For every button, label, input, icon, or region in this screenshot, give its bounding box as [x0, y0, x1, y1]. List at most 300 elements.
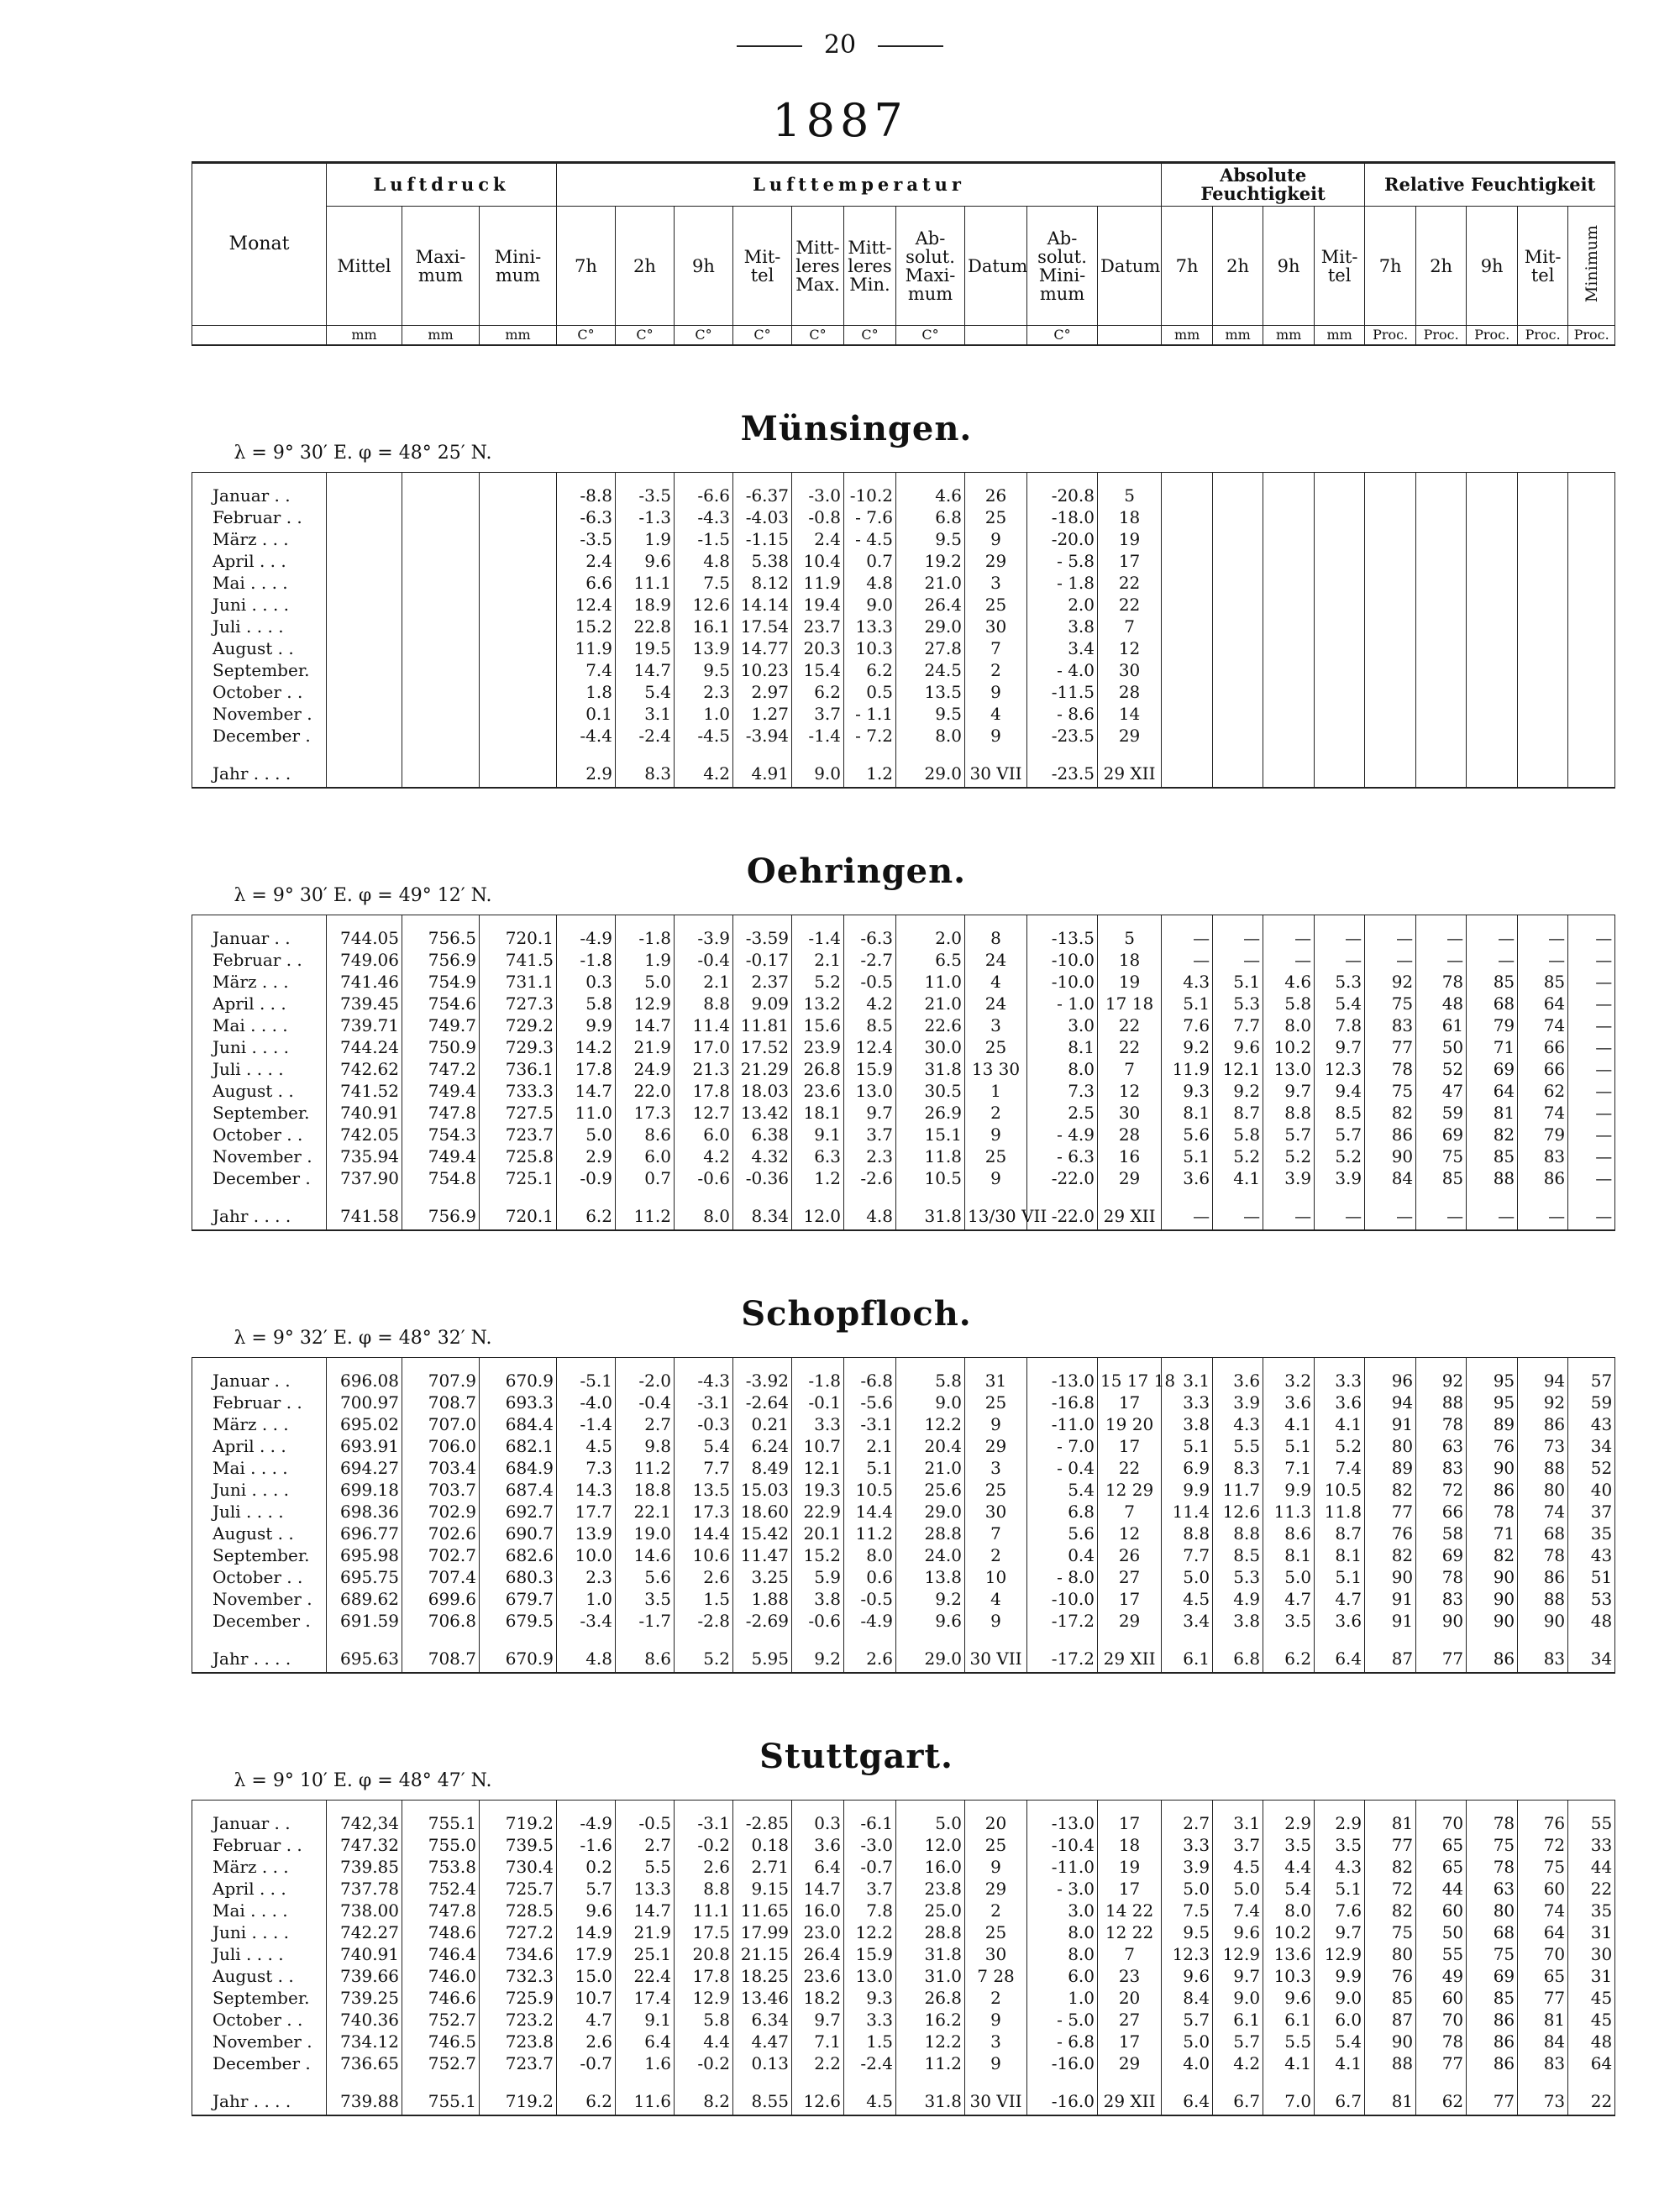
month-label: Februar . .: [192, 1834, 327, 1856]
table-row: [192, 1479, 1615, 1501]
table-cell: 1.8: [557, 681, 616, 703]
header-monat: Monat: [192, 163, 327, 326]
table-cell: [1027, 1358, 1098, 1371]
table-cell: —: [1467, 927, 1518, 949]
month-label: August . .: [192, 637, 327, 659]
table-cell: [1467, 659, 1518, 681]
table-cell: 755.1: [402, 2088, 480, 2115]
table-cell: 700.97: [327, 1392, 402, 1413]
table-cell: 8.0: [1027, 1943, 1098, 1965]
table-cell: 3.3: [1162, 1834, 1213, 1856]
station-name: Münsingen.: [740, 409, 973, 448]
table-cell: [1315, 616, 1365, 637]
table-cell: 27.8: [896, 637, 965, 659]
table-cell: -4.9: [844, 1610, 896, 1632]
table-cell: [402, 594, 480, 616]
table-cell: 725.8: [480, 1145, 557, 1167]
table-cell: 9.3: [844, 1987, 896, 2009]
table-cell: [402, 572, 480, 594]
table-cell: 12.6: [1213, 1501, 1263, 1523]
table-cell: [480, 594, 557, 616]
table-cell: 70: [1416, 2009, 1467, 2031]
table-cell: 12.2: [896, 2031, 965, 2052]
table-cell: 26.4: [896, 594, 965, 616]
table-cell: 0.1: [557, 703, 616, 725]
table-cell: 3.3: [792, 1413, 844, 1435]
table-cell: -0.2: [675, 2052, 733, 2074]
table-cell: 19: [1098, 971, 1162, 993]
table-cell: - 7.0: [1027, 1435, 1098, 1457]
table-cell: 81: [1467, 1102, 1518, 1124]
table-cell: [1467, 550, 1518, 572]
table-cell: 6.2: [844, 659, 896, 681]
table-cell: 3.1: [1162, 1370, 1213, 1392]
table-cell: 29: [1098, 1610, 1162, 1632]
table-cell: 70: [1518, 1943, 1568, 1965]
table-cell: 18: [1098, 1834, 1162, 1856]
table-cell: 3.1: [1213, 1812, 1263, 1834]
table-cell: 66: [1518, 1058, 1568, 1080]
table-cell: -10.4: [1027, 1834, 1098, 1856]
table-cell: 4.91: [733, 760, 792, 788]
table-cell: 0.13: [733, 2052, 792, 2074]
table-cell: —: [1213, 927, 1263, 949]
table-cell: 8.7: [1315, 1523, 1365, 1544]
year-total-row: [192, 1645, 1615, 1673]
table-cell: 5.1: [1162, 1435, 1213, 1457]
table-cell: 86: [1467, 2009, 1518, 2031]
month-label: September.: [192, 1987, 327, 2009]
column-header: 9h: [1467, 207, 1518, 326]
table-cell: 746.5: [402, 2031, 480, 2052]
table-cell: [480, 681, 557, 703]
table-cell: 8.0: [1027, 1921, 1098, 1943]
table-cell: 8.5: [844, 1014, 896, 1036]
table-cell: [1263, 485, 1315, 506]
table-cell: 4.2: [1213, 2052, 1263, 2074]
table-cell: 8.8: [1162, 1523, 1213, 1544]
table-cell: 29.0: [896, 760, 965, 788]
table-cell: 9.5: [675, 659, 733, 681]
table-cell: [1263, 616, 1315, 637]
table-cell: [1162, 1358, 1213, 1371]
table-cell: -20.0: [1027, 528, 1098, 550]
table-cell: [1467, 572, 1518, 594]
table-cell: 10.7: [557, 1987, 616, 2009]
table-cell: 85: [1416, 1167, 1467, 1189]
table-cell: 87: [1365, 1645, 1416, 1673]
table-cell: 695.98: [327, 1544, 402, 1566]
table-cell: 8.8: [675, 993, 733, 1014]
table-cell: 30: [965, 1501, 1027, 1523]
table-cell: [1162, 572, 1213, 594]
table-cell: 747.2: [402, 1058, 480, 1080]
table-cell: [1518, 1189, 1568, 1203]
table-cell: 4.7: [1263, 1588, 1315, 1610]
table-cell: 6.0: [675, 1124, 733, 1145]
table-cell: 7: [1098, 1058, 1162, 1080]
table-cell: 80: [1365, 1943, 1416, 1965]
table-cell: -2.64: [733, 1392, 792, 1413]
table-cell: [1416, 725, 1467, 747]
table-cell: 30 VII: [965, 1645, 1027, 1673]
table-cell: 756.5: [402, 927, 480, 949]
month-label: [192, 1801, 327, 1813]
table-cell: 81: [1365, 1812, 1416, 1834]
table-cell: [1162, 473, 1213, 485]
table-cell: 695.02: [327, 1413, 402, 1435]
table-cell: [327, 1632, 402, 1645]
month-label: Juli . . . .: [192, 616, 327, 637]
table-cell: 5.0: [1213, 1878, 1263, 1900]
table-cell: 6.38: [733, 1124, 792, 1145]
table-cell: 73: [1518, 1435, 1568, 1457]
table-cell: 18.9: [616, 594, 675, 616]
table-cell: -3.59: [733, 927, 792, 949]
table-cell: 6.8: [1213, 1645, 1263, 1673]
table-cell: [1027, 915, 1098, 928]
table-cell: - 6.8: [1027, 2031, 1098, 2052]
table-cell: 3.4: [1027, 637, 1098, 659]
table-cell: 2.6: [675, 1856, 733, 1878]
table-cell: 86: [1518, 1566, 1568, 1588]
table-cell: 9.5: [1162, 1921, 1213, 1943]
table-row: [192, 1370, 1615, 1392]
table-cell: 17.3: [616, 1102, 675, 1124]
table-cell: 7 28: [965, 1965, 1027, 1987]
table-cell: 5.5: [616, 1856, 675, 1878]
table-cell: [844, 1632, 896, 1645]
table-cell: 744.24: [327, 1036, 402, 1058]
table-cell: -17.2: [1027, 1610, 1098, 1632]
table-cell: 12.9: [675, 1987, 733, 2009]
table-cell: [1098, 473, 1162, 485]
station-heading-spacer: [1098, 345, 1615, 473]
table-cell: - 3.0: [1027, 1878, 1098, 1900]
month-label: Jahr . . . .: [192, 2088, 327, 2115]
table-cell: 22: [1568, 2088, 1615, 2115]
table-cell: [1568, 681, 1615, 703]
table-cell: [327, 1358, 402, 1371]
table-cell: 9.7: [1263, 1080, 1315, 1102]
table-cell: 23.0: [792, 1921, 844, 1943]
table-cell: 24.5: [896, 659, 965, 681]
table-cell: 10.5: [1315, 1479, 1365, 1501]
month-label: Juli . . . .: [192, 1501, 327, 1523]
table-cell: 682.6: [480, 1544, 557, 1566]
table-cell: 9.2: [896, 1588, 965, 1610]
table-cell: - 1.0: [1027, 993, 1098, 1014]
table-cell: 3.5: [1263, 1834, 1315, 1856]
table-cell: 11.9: [792, 572, 844, 594]
station-heading-row: [192, 1230, 1615, 1358]
table-cell: 1.27: [733, 703, 792, 725]
table-cell: 9.0: [1315, 1987, 1365, 2009]
table-cell: 1.5: [675, 1588, 733, 1610]
table-cell: 706.0: [402, 1435, 480, 1457]
table-cell: [896, 915, 965, 928]
table-cell: 0.7: [844, 550, 896, 572]
table-cell: 64: [1518, 993, 1568, 1014]
table-cell: 11.0: [557, 1102, 616, 1124]
table-cell: 6.24: [733, 1435, 792, 1457]
table-cell: -6.1: [844, 1812, 896, 1834]
table-cell: 7.6: [1162, 1014, 1213, 1036]
table-cell: 756.9: [402, 1203, 480, 1230]
unit-cell: [192, 326, 327, 346]
column-header: Mittel: [327, 207, 402, 326]
table-cell: 702.9: [402, 1501, 480, 1523]
table-cell: [1467, 594, 1518, 616]
table-cell: 50: [1416, 1921, 1467, 1943]
table-cell: 749.4: [402, 1080, 480, 1102]
table-cell: 8.3: [616, 760, 675, 788]
table-cell: -20.8: [1027, 485, 1098, 506]
table-cell: 739.25: [327, 1987, 402, 2009]
table-cell: 29: [965, 1435, 1027, 1457]
table-cell: [1263, 659, 1315, 681]
table-cell: 64: [1467, 1080, 1518, 1102]
table-cell: [402, 725, 480, 747]
table-cell: 15.2: [792, 1544, 844, 1566]
table-cell: 79: [1518, 1124, 1568, 1145]
table-cell: [1518, 550, 1568, 572]
table-cell: 14.7: [557, 1080, 616, 1102]
table-cell: [327, 485, 402, 506]
table-cell: [896, 1801, 965, 1813]
table-cell: [1263, 760, 1315, 788]
table-cell: -6.3: [557, 506, 616, 528]
month-label: Januar . .: [192, 485, 327, 506]
table-cell: - 7.2: [844, 725, 896, 747]
table-cell: 29: [1098, 2052, 1162, 2074]
table-cell: 755.0: [402, 1834, 480, 1856]
table-cell: 13.3: [616, 1878, 675, 1900]
station-coordinates: λ = 9° 30′ E. φ = 49° 12′ N.: [234, 885, 492, 906]
table-cell: 8.8: [1213, 1523, 1263, 1544]
table-cell: 91: [1365, 1610, 1416, 1632]
table-cell: 19.2: [896, 550, 965, 572]
table-cell: [1213, 485, 1263, 506]
table-cell: [480, 1632, 557, 1645]
table-cell: 13.46: [733, 1987, 792, 2009]
table-cell: 76: [1365, 1965, 1416, 1987]
table-cell: 95: [1467, 1370, 1518, 1392]
table-cell: 57: [1568, 1370, 1615, 1392]
station-heading-row: [192, 345, 1615, 473]
table-cell: 752.7: [402, 2052, 480, 2074]
table-cell: [1416, 747, 1467, 760]
table-cell: 4.7: [557, 2009, 616, 2031]
table-cell: -0.5: [616, 1812, 675, 1834]
month-label: April . . .: [192, 550, 327, 572]
table-cell: 29 XII: [1098, 1645, 1162, 1673]
table-cell: 2.6: [675, 1566, 733, 1588]
table-cell: [1162, 915, 1213, 928]
table-cell: 14.7: [616, 1900, 675, 1921]
table-cell: - 8.0: [1027, 1566, 1098, 1588]
table-cell: 25: [965, 506, 1027, 528]
table-cell: 80: [1518, 1479, 1568, 1501]
table-cell: 69: [1467, 1058, 1518, 1080]
table-cell: [1365, 1189, 1416, 1203]
table-cell: [1162, 1189, 1213, 1203]
table-cell: [1568, 1632, 1615, 1645]
table-cell: 708.7: [402, 1645, 480, 1673]
table-cell: -2.4: [616, 725, 675, 747]
table-cell: [1416, 637, 1467, 659]
table-cell: 75: [1416, 1145, 1467, 1167]
table-cell: 77: [1416, 2052, 1467, 2074]
table-cell: 25.0: [896, 1900, 965, 1921]
table-row: [192, 616, 1615, 637]
table-cell: [1098, 915, 1162, 928]
table-cell: 75: [1365, 1080, 1416, 1102]
month-label: [192, 1632, 327, 1645]
unit-cell: mm: [327, 326, 402, 346]
table-cell: 9.1: [792, 1124, 844, 1145]
table-cell: 8.8: [675, 1878, 733, 1900]
table-cell: [402, 1189, 480, 1203]
table-cell: 26.8: [896, 1987, 965, 2009]
table-cell: 30 VII: [965, 2088, 1027, 2115]
table-cell: 8: [965, 927, 1027, 949]
table-cell: 19.4: [792, 594, 844, 616]
table-cell: 22.4: [616, 1965, 675, 1987]
table-cell: 11.7: [1213, 1479, 1263, 1501]
table-cell: 2.3: [675, 681, 733, 703]
table-cell: 31.8: [896, 1943, 965, 1965]
table-cell: 84: [1365, 1167, 1416, 1189]
table-cell: 78: [1416, 971, 1467, 993]
table-cell: - 8.6: [1027, 703, 1098, 725]
table-cell: [1416, 550, 1467, 572]
table-cell: [1162, 703, 1213, 725]
table-cell: 4.5: [844, 2088, 896, 2115]
month-label: Juli . . . .: [192, 1943, 327, 1965]
table-cell: [1365, 637, 1416, 659]
table-cell: [844, 1358, 896, 1371]
table-cell: [792, 747, 844, 760]
table-cell: 3.9: [1213, 1392, 1263, 1413]
table-cell: 17.4: [616, 1987, 675, 2009]
table-cell: 90: [1365, 2031, 1416, 2052]
table-cell: 25: [965, 1392, 1027, 1413]
table-cell: 81: [1365, 2088, 1416, 2115]
table-cell: [965, 915, 1027, 928]
table-cell: 90: [1467, 1566, 1518, 1588]
table-cell: 0.3: [792, 1812, 844, 1834]
table-cell: 12: [1098, 1080, 1162, 1102]
table-cell: 3.8: [1027, 616, 1098, 637]
column-header-minimum: Minimum: [1582, 225, 1601, 303]
table-cell: [402, 2074, 480, 2088]
month-label: September.: [192, 1102, 327, 1124]
table-cell: [1467, 915, 1518, 928]
month-label: [192, 1358, 327, 1371]
table-cell: 19: [1098, 1856, 1162, 1878]
table-cell: 5.0: [1162, 2031, 1213, 2052]
table-cell: [1263, 1358, 1315, 1371]
table-cell: 3.7: [1213, 1834, 1263, 1856]
table-cell: 17: [1098, 1588, 1162, 1610]
table-cell: 94: [1518, 1370, 1568, 1392]
station-heading-spacer: [1098, 1673, 1615, 1801]
month-label: [192, 915, 327, 928]
table-cell: -8.8: [557, 485, 616, 506]
table-cell: -1.7: [616, 1610, 675, 1632]
table-cell: [1213, 550, 1263, 572]
table-cell: 12.1: [1213, 1058, 1263, 1080]
gap-row: [192, 2074, 1615, 2088]
table-cell: [1263, 747, 1315, 760]
table-cell: 3.2: [1263, 1370, 1315, 1392]
table-cell: [616, 1189, 675, 1203]
table-cell: —: [1568, 927, 1615, 949]
table-cell: 9.7: [1315, 1921, 1365, 1943]
table-cell: 702.6: [402, 1523, 480, 1544]
top-spacer-row: [192, 1801, 1615, 1813]
month-label: Mai . . . .: [192, 1014, 327, 1036]
table-cell: [1162, 528, 1213, 550]
table-cell: 12.6: [675, 594, 733, 616]
month-label: Jahr . . . .: [192, 1645, 327, 1673]
table-cell: - 6.3: [1027, 1145, 1098, 1167]
table-cell: [896, 473, 965, 485]
table-cell: -22.0: [1027, 1203, 1098, 1230]
table-cell: [480, 2074, 557, 2088]
table-cell: 22.0: [616, 1080, 675, 1102]
table-cell: 70: [1416, 1812, 1467, 1834]
table-cell: [402, 616, 480, 637]
table-cell: 5.5: [1213, 1435, 1263, 1457]
table-cell: 737.78: [327, 1878, 402, 1900]
table-cell: 5.3: [1213, 1566, 1263, 1588]
table-cell: 82: [1365, 1900, 1416, 1921]
table-cell: 707.0: [402, 1413, 480, 1435]
table-cell: 82: [1467, 1124, 1518, 1145]
table-cell: 9.6: [1263, 1987, 1315, 2009]
table-cell: 2.4: [792, 528, 844, 550]
table-cell: [1416, 1632, 1467, 1645]
table-cell: —: [1416, 1203, 1467, 1230]
table-cell: 16: [1098, 1145, 1162, 1167]
table-cell: [1315, 1632, 1365, 1645]
table-cell: 8.0: [1263, 1014, 1315, 1036]
table-cell: [480, 747, 557, 760]
table-cell: 747.32: [327, 1834, 402, 1856]
table-cell: 670.9: [480, 1645, 557, 1673]
table-cell: 79: [1467, 1014, 1518, 1036]
table-cell: 23.6: [792, 1080, 844, 1102]
table-cell: [792, 915, 844, 928]
table-cell: 60: [1416, 1987, 1467, 2009]
table-cell: 5.9: [792, 1566, 844, 1588]
table-cell: -2.7: [844, 949, 896, 971]
table-cell: 0.6: [844, 1566, 896, 1588]
table-cell: 15.6: [792, 1014, 844, 1036]
table-cell: 29: [1098, 1167, 1162, 1189]
table-cell: 696.08: [327, 1370, 402, 1392]
table-cell: 694.27: [327, 1457, 402, 1479]
table-cell: 754.6: [402, 993, 480, 1014]
table-cell: [402, 485, 480, 506]
table-cell: 1.2: [792, 1167, 844, 1189]
month-label: December .: [192, 1610, 327, 1632]
table-cell: 11.6: [616, 2088, 675, 2115]
table-cell: 21.0: [896, 572, 965, 594]
table-cell: [1162, 681, 1213, 703]
